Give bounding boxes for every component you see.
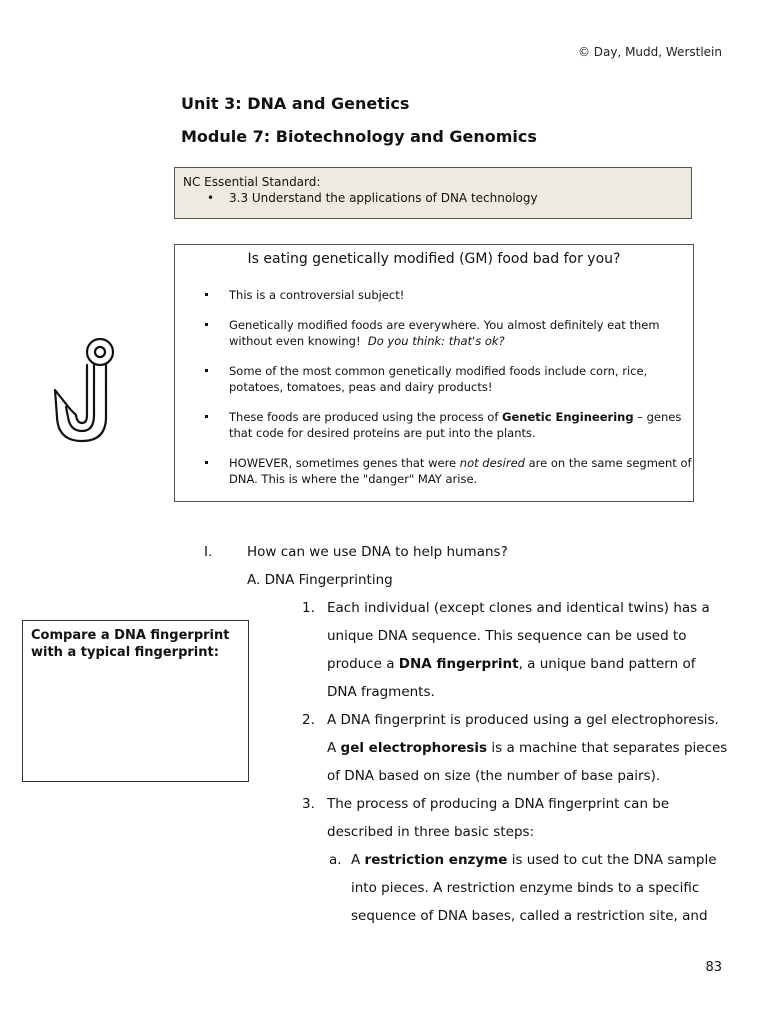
compare-prompt-line-1: Compare a DNA fingerprint (31, 628, 230, 643)
outline-subheading: A. DNA Fingerprinting (247, 572, 393, 588)
essential-standard-box (174, 167, 692, 219)
square-bullet-icon (205, 323, 208, 326)
unit-title: Unit 3: DNA and Genetics (181, 94, 410, 113)
module-title: Module 7: Biotechnology and Genomics (181, 127, 537, 146)
square-bullet-icon (205, 369, 208, 372)
fish-hook-icon (52, 335, 122, 445)
outline-question: How can we use DNA to help humans? (247, 544, 508, 560)
page-number: 83 (705, 960, 722, 975)
list-item: Some of the most common genetically modified foods include corn, rice, potatoes, tomatoes, peas and dairy products! (205, 363, 675, 395)
list-item: This is a controversial subject! (205, 287, 675, 303)
hook-question-title: Is eating genetically modified (GM) food bad for you? (247, 251, 621, 267)
standard-item: • 3.3 Understand the applications of DNA technology (183, 190, 683, 206)
hook-bullet-list (205, 287, 692, 501)
compare-prompt-line-2: with a typical fingerprint: (31, 645, 219, 660)
copyright-notice: © Day, Mudd, Werstlein (577, 45, 722, 59)
hook-question-box (174, 244, 694, 502)
outline-roman-numeral: I. (204, 544, 213, 560)
square-bullet-icon (205, 461, 208, 464)
compare-fingerprint-box[interactable] (22, 620, 249, 782)
list-item: HOWEVER, sometimes genes that were not desired are on the same segment of DNA. This is where the "danger" MAY arise. (205, 455, 675, 487)
list-item: Genetically modified foods are everywhere. You almost definitely eat them without even knowing! Do you think: that's ok? (205, 317, 675, 349)
standard-label: NC Essential Standard: (183, 175, 321, 189)
list-item: These foods are produced using the process of Genetic Engineering – genes that code for desired proteins are put into the plants. (205, 409, 675, 441)
square-bullet-icon (205, 293, 208, 296)
square-bullet-icon (205, 415, 208, 418)
